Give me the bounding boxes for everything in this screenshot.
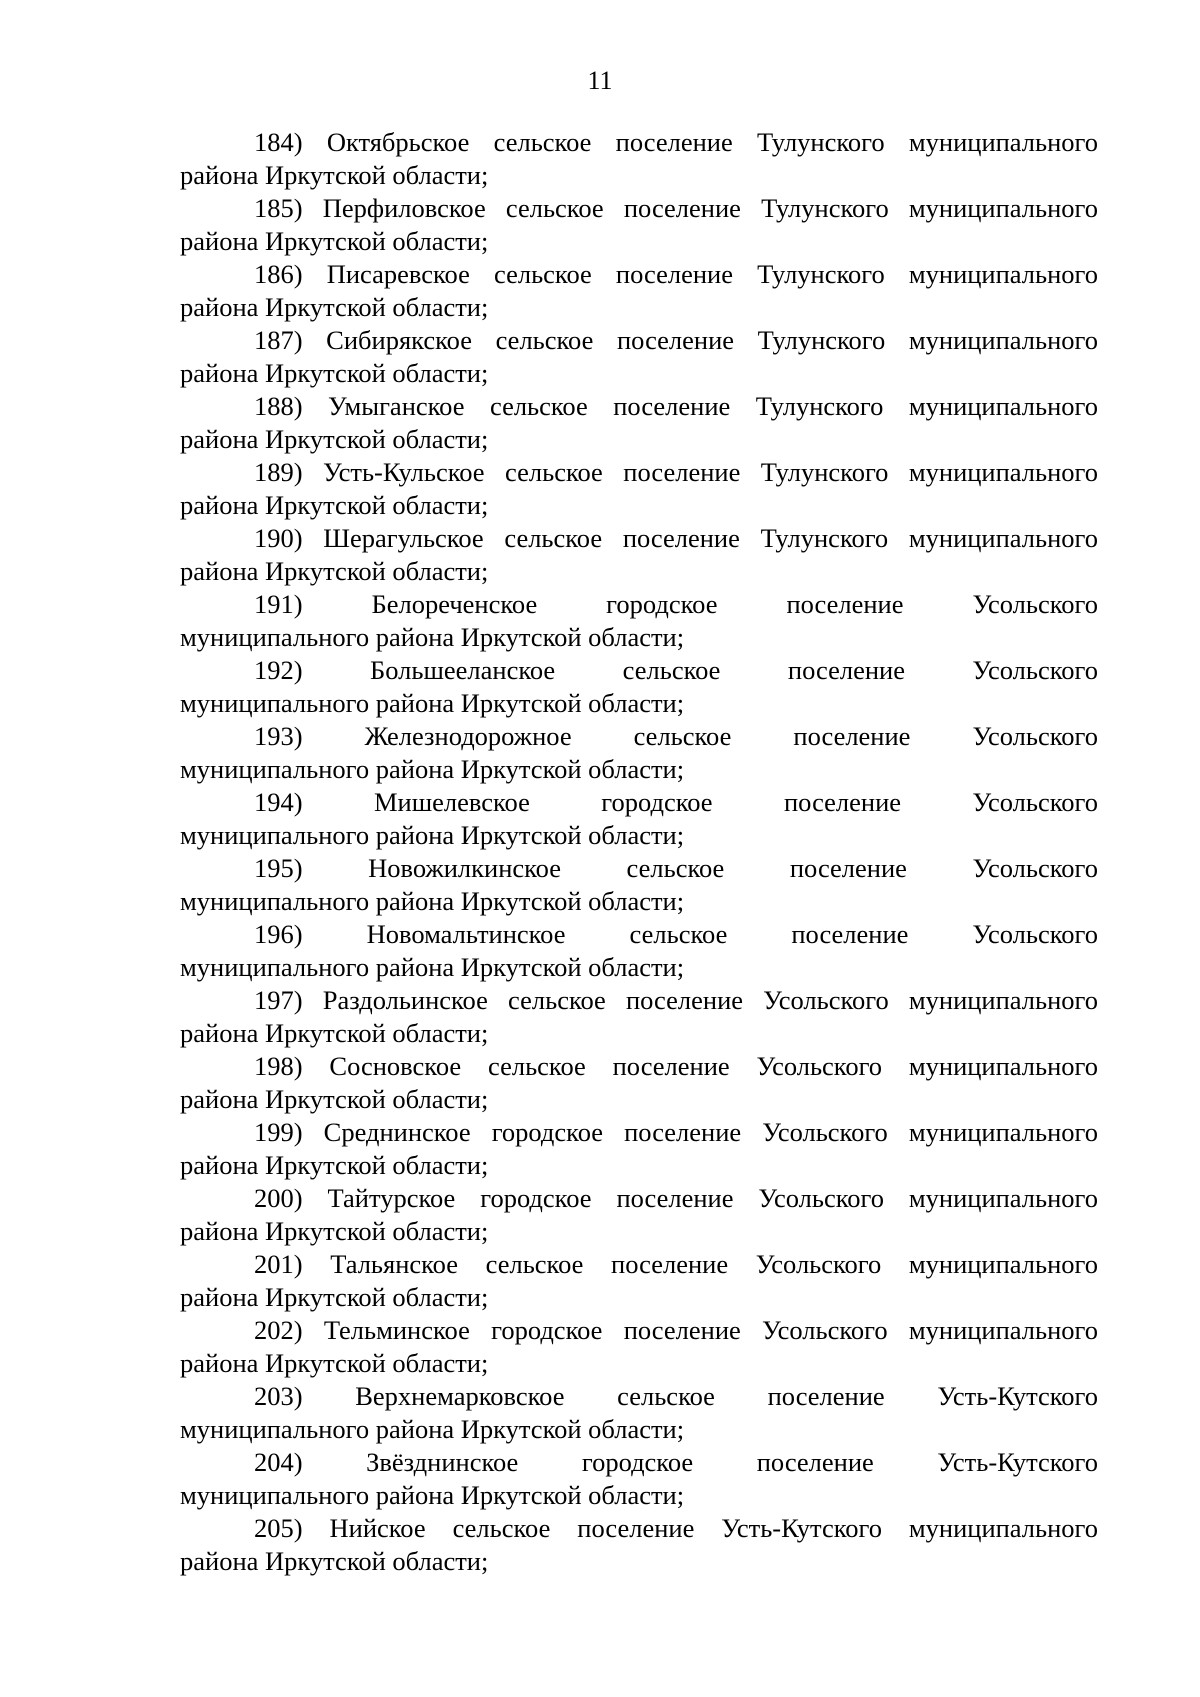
list-item-first-line: 198) Сосновское сельское поселение Усольского муниципального — [254, 1051, 1098, 1081]
list-item-first-line: 204) Звёзднинское городское поселение Усть-Кутского — [254, 1447, 1098, 1477]
list-item-second-line: района Иркутской области; — [180, 292, 489, 322]
list-item — [180, 126, 1098, 192]
list-item — [180, 786, 1098, 852]
list-item-second-line: района Иркутской области; — [180, 358, 489, 388]
list-item — [180, 1248, 1098, 1314]
list-item-first-line: 196) Новомальтинское сельское поселение Усольского — [254, 919, 1098, 949]
list-item-first-line: 184) Октябрьское сельское поселение Тулунского муниципального — [254, 127, 1098, 157]
list-item — [180, 918, 1098, 984]
list-item-second-line: муниципального района Иркутской области; — [180, 1480, 685, 1510]
list-item-second-line: района Иркутской области; — [180, 556, 489, 586]
list-item-second-line: муниципального района Иркутской области; — [180, 622, 685, 652]
list-item-second-line: района Иркутской области; — [180, 1216, 489, 1246]
list-item-first-line: 201) Тальянское сельское поселение Усольского муниципального — [254, 1249, 1098, 1279]
list-item-second-line: муниципального района Иркутской области; — [180, 820, 685, 850]
list-item-first-line: 188) Умыганское сельское поселение Тулунского муниципального — [254, 391, 1098, 421]
list-item — [180, 1314, 1098, 1380]
list-item — [180, 1380, 1098, 1446]
list-item — [180, 720, 1098, 786]
list-item — [180, 1182, 1098, 1248]
list-item-first-line: 197) Раздольинское сельское поселение Усольского муниципального — [254, 985, 1098, 1015]
list-item — [180, 852, 1098, 918]
list-item-second-line: района Иркутской области; — [180, 1084, 489, 1114]
list-item-first-line: 193) Железнодорожное сельское поселение Усольского — [254, 721, 1098, 751]
list-item — [180, 1446, 1098, 1512]
list-item-second-line: муниципального района Иркутской области; — [180, 952, 685, 982]
list-item — [180, 192, 1098, 258]
list-item-second-line: муниципального района Иркутской области; — [180, 688, 685, 718]
list-item — [180, 390, 1098, 456]
list-item-first-line: 191) Белореченское городское поселение Усольского — [254, 589, 1098, 619]
list-item-second-line: района Иркутской области; — [180, 1282, 489, 1312]
list-item-first-line: 194) Мишелевское городское поселение Усольского — [254, 787, 1098, 817]
list-item-second-line: района Иркутской области; — [180, 1546, 489, 1576]
list-item-first-line: 203) Верхнемарковское сельское поселение Усть-Кутского — [254, 1381, 1098, 1411]
list-item — [180, 258, 1098, 324]
list-item-second-line: муниципального района Иркутской области; — [180, 886, 685, 916]
list-item — [180, 1116, 1098, 1182]
list-item-first-line: 200) Тайтурское городское поселение Усольского муниципального — [254, 1183, 1098, 1213]
list-item-first-line: 195) Новожилкинское сельское поселение Усольского — [254, 853, 1098, 883]
list-item-second-line: района Иркутской области; — [180, 424, 489, 454]
list-item-first-line: 185) Перфиловское сельское поселение Тулунского муниципального — [254, 193, 1098, 223]
list-item-second-line: района Иркутской области; — [180, 1150, 489, 1180]
list-item-second-line: района Иркутской области; — [180, 490, 489, 520]
list-item-second-line: района Иркутской области; — [180, 1018, 489, 1048]
list-item — [180, 654, 1098, 720]
list-item-second-line: района Иркутской области; — [180, 1348, 489, 1378]
list-item — [180, 522, 1098, 588]
list-item-first-line: 199) Среднинское городское поселение Усольского муниципального — [254, 1117, 1098, 1147]
list-item-first-line: 205) Нийское сельское поселение Усть-Кутского муниципального — [254, 1513, 1098, 1543]
list-item — [180, 324, 1098, 390]
list-of-settlements — [180, 126, 1098, 1578]
list-item-second-line: района Иркутской области; — [180, 160, 489, 190]
list-item — [180, 588, 1098, 654]
list-item — [180, 1512, 1098, 1578]
list-item-first-line: 189) Усть-Кульское сельское поселение Тулунского муниципального — [254, 457, 1098, 487]
list-item — [180, 456, 1098, 522]
list-item-first-line: 186) Писаревское сельское поселение Тулунского муниципального — [254, 259, 1098, 289]
list-item-second-line: района Иркутской области; — [180, 226, 489, 256]
page-number: 11 — [587, 66, 613, 95]
list-item-second-line: муниципального района Иркутской области; — [180, 754, 685, 784]
list-item-first-line: 202) Тельминское городское поселение Усольского муниципального — [254, 1315, 1098, 1345]
list-item-first-line: 192) Большееланское сельское поселение Усольского — [254, 655, 1098, 685]
list-item-second-line: муниципального района Иркутской области; — [180, 1414, 685, 1444]
list-item-first-line: 187) Сибирякское сельское поселение Тулунского муниципального — [254, 325, 1098, 355]
list-item-first-line: 190) Шерагульское сельское поселение Тулунского муниципального — [254, 523, 1098, 553]
list-item — [180, 1050, 1098, 1116]
list-item — [180, 984, 1098, 1050]
